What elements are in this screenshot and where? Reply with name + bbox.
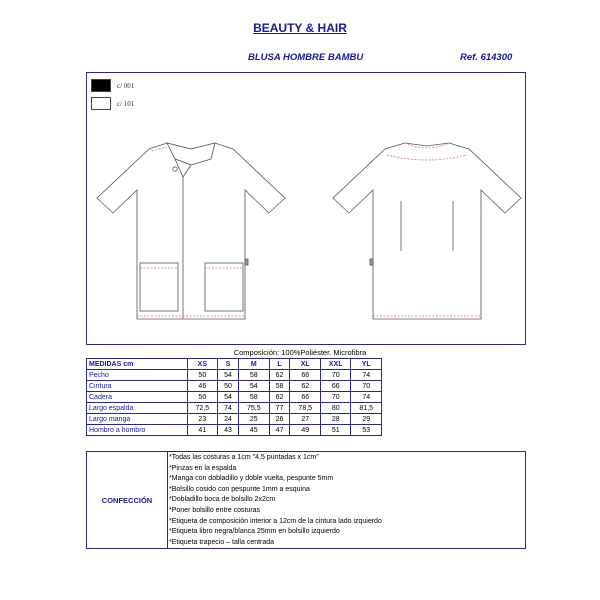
- table-row: [87, 381, 382, 392]
- row-label: Largo espalda: [87, 403, 188, 414]
- table-row: [87, 425, 382, 436]
- color-code-label: c/ 001: [117, 82, 135, 90]
- list-item: *Etiqueta trapecio – talla centrada: [169, 538, 275, 546]
- table-header-cell: XL: [290, 359, 321, 370]
- table-cell: 70: [351, 381, 382, 392]
- list-item: *Etiqueta de composición interior a 12cm de la cintura lado izquierdo: [169, 517, 382, 525]
- garment-sketches: [87, 73, 525, 344]
- list-item: *Todas las costuras a 1cm "4,5 puntadas x 1cm": [169, 454, 319, 461]
- table-cell: 50: [187, 392, 218, 403]
- table-header-cell: L: [269, 359, 290, 370]
- product-name: BLUSA HOMBRE BAMBU: [248, 52, 364, 63]
- color-code-label: c/ 101: [117, 100, 135, 108]
- table-cell: 50: [187, 370, 218, 381]
- table-cell: 45: [239, 425, 270, 436]
- table-row: [87, 414, 382, 425]
- list-item: *Pinzas en la espalda: [169, 464, 237, 472]
- table-cell: 51: [320, 425, 351, 436]
- table-row: [87, 403, 382, 414]
- confeccion-box: [86, 451, 526, 549]
- table-header-cell: XS: [187, 359, 218, 370]
- table-row: [87, 392, 382, 403]
- table-cell: 54: [218, 370, 239, 381]
- table-cell: 49: [290, 425, 321, 436]
- table-header-cell: S: [218, 359, 239, 370]
- list-item: *Etiqueta libro negra/blanca 25mm en bolsillo izquierdo: [169, 528, 340, 536]
- table-cell: 54: [239, 381, 270, 392]
- table-cell: 66: [290, 370, 321, 381]
- table-cell: 58: [239, 370, 270, 381]
- table-cell: 58: [239, 392, 270, 403]
- composition-text: Composición: 100%Poliéster. Microfibra: [233, 348, 367, 357]
- table-cell: 41: [187, 425, 218, 436]
- table-cell: 27: [290, 414, 321, 425]
- table-cell: 70: [320, 392, 351, 403]
- list-item: *Dobladillo boca de bolsillo 2x2cm: [169, 496, 276, 504]
- shirt-front-sketch: [97, 143, 285, 319]
- table-cell: 77: [269, 403, 290, 414]
- table-cell: 26: [269, 414, 290, 425]
- row-label: Pecho: [87, 370, 188, 381]
- table-header-row: [87, 359, 382, 370]
- table-cell: 54: [218, 392, 239, 403]
- table-cell: 23: [187, 414, 218, 425]
- table-cell: 58: [269, 381, 290, 392]
- technical-drawing-panel: [86, 72, 526, 345]
- table-row: [87, 370, 382, 381]
- table-cell: 72,5: [187, 403, 218, 414]
- table-header-cell: XXL: [320, 359, 351, 370]
- row-label: Hombro a hombro: [87, 425, 188, 436]
- table-cell: 75,5: [239, 403, 270, 414]
- table-cell: 50: [218, 381, 239, 392]
- product-reference: Ref. 614300: [460, 52, 513, 63]
- row-label: Cadera: [87, 392, 188, 403]
- table-cell: 62: [269, 392, 290, 403]
- table-cell: 70: [320, 370, 351, 381]
- table-cell: 25: [239, 414, 270, 425]
- measurements-table: [86, 358, 382, 436]
- table-cell: 78,5: [290, 403, 321, 414]
- table-cell: 62: [269, 370, 290, 381]
- table-header-cell: M: [239, 359, 270, 370]
- table-cell: 66: [320, 381, 351, 392]
- row-label: Cintura: [87, 381, 188, 392]
- brand-title: BEAUTY & HAIR: [253, 21, 347, 35]
- table-cell: 80: [320, 403, 351, 414]
- list-item: *Poner bolsillo entre costuras: [169, 506, 261, 514]
- row-label: Largo manga: [87, 414, 188, 425]
- shirt-back-sketch: [333, 143, 521, 319]
- table-cell: 62: [290, 381, 321, 392]
- table-cell: 74: [218, 403, 239, 414]
- table-cell: 47: [269, 425, 290, 436]
- table-cell: 81,5: [351, 403, 382, 414]
- list-item: *Bolsillo cosido con pespunte 1mm a esquina: [169, 485, 310, 493]
- list-item: *Manga con dobladillo y doble vuelta, pespunte 5mm: [169, 475, 334, 483]
- table-cell: 74: [351, 370, 382, 381]
- table-cell: 24: [218, 414, 239, 425]
- confeccion-label: CONFECCIÓN: [87, 452, 168, 548]
- table-cell: 29: [351, 414, 382, 425]
- table-cell: 46: [187, 381, 218, 392]
- table-cell: 28: [320, 414, 351, 425]
- table-cell: 66: [290, 392, 321, 403]
- table-cell: 74: [351, 392, 382, 403]
- table-cell: 43: [218, 425, 239, 436]
- table-cell: 53: [351, 425, 382, 436]
- table-header-cell: YL: [351, 359, 382, 370]
- table-header-cell: MEDIDAS cm: [87, 359, 188, 370]
- confeccion-instructions: [169, 453, 382, 548]
